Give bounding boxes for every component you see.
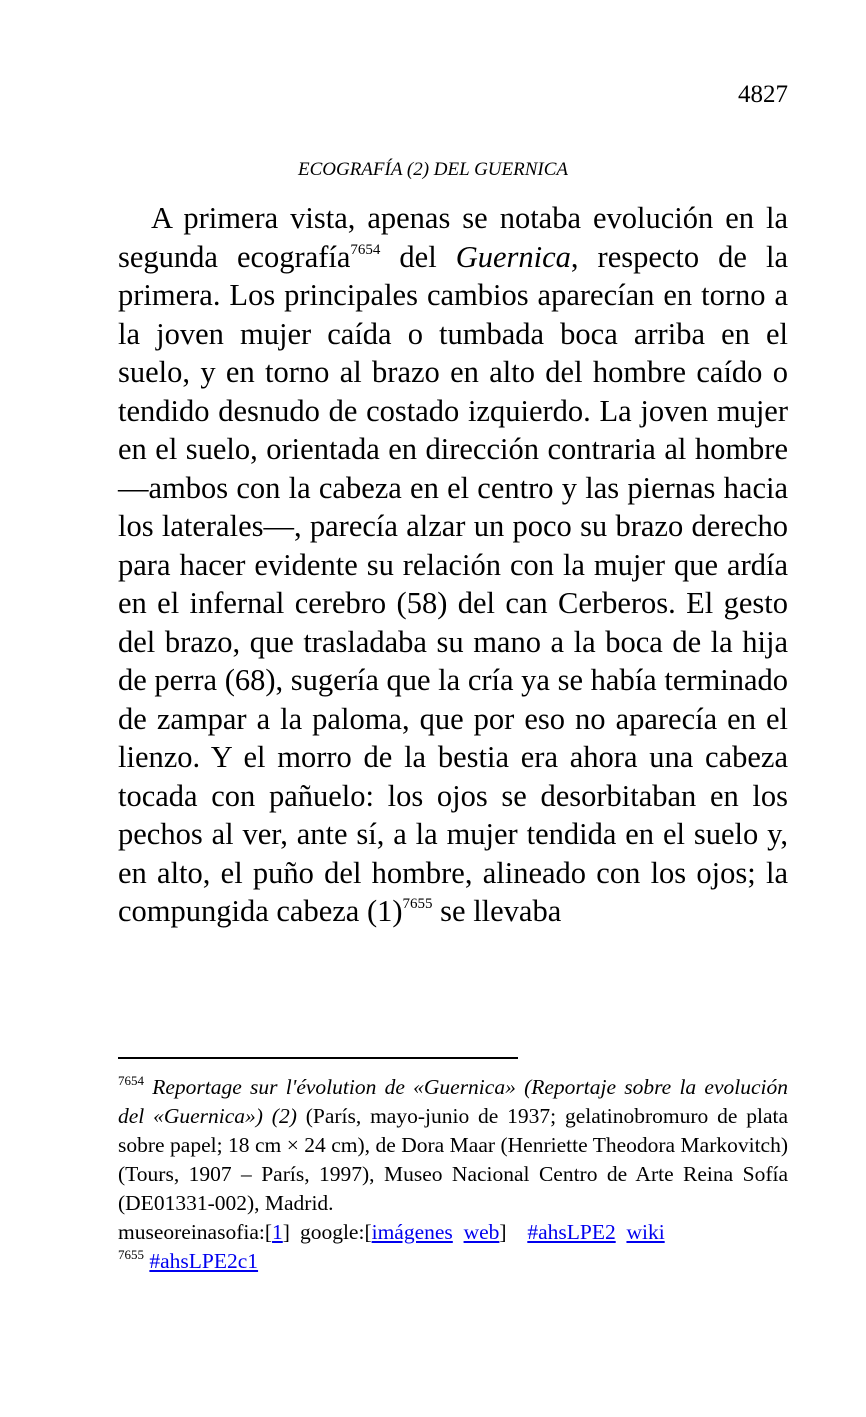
footnote-reference[interactable]: 7654 <box>350 241 381 258</box>
text-segment: se llevaba <box>432 894 562 928</box>
footnote-text: (París, mayo-junio de 1937; gelatinobromuro de plata sobre papel; 18 cm × 24 cm), de Dora Maar (Henriette Theodora Markovitch) (Tours, 1907 – París, 1997), Museo Nacional Centro de Arte Reina Sofía (DE01331-002), Madrid. <box>118 1104 789 1215</box>
footnote-7655 <box>118 1247 788 1276</box>
footnote-anchor-link[interactable]: #ahsLPE2c1 <box>149 1249 259 1273</box>
footnote-title: Reportage sur l'évolution de «Guernica» (Reportaje sobre la evolución del «Guernica») (2) <box>118 1075 789 1128</box>
footnote-number: 7654 <box>118 1073 144 1088</box>
google-bracket: ] <box>499 1220 507 1244</box>
footnote-number: 7655 <box>118 1247 144 1262</box>
google-label: google:[ <box>299 1220 372 1244</box>
running-head: ECOGRAFÍA (2) DEL GUERNICA <box>297 159 569 180</box>
text-segment: A primera vista, apenas se notaba evolución en la segunda ecografía <box>118 201 788 274</box>
museo-bracket: ] <box>282 1220 290 1244</box>
artwork-title: Guernica <box>455 239 571 274</box>
wiki-link[interactable]: wiki <box>626 1220 665 1244</box>
footnote-separator <box>118 1057 518 1059</box>
museo-link[interactable]: 1 <box>272 1220 283 1244</box>
google-web-link[interactable]: web <box>463 1220 500 1244</box>
museo-label: museoreinasofia:[ <box>118 1220 273 1244</box>
google-images-link[interactable]: imágenes <box>371 1220 453 1244</box>
footnotes <box>118 1073 788 1276</box>
page-number: 4827 <box>738 81 788 108</box>
main-paragraph <box>118 199 788 931</box>
footnote-7654 <box>118 1073 788 1218</box>
text-segment: del <box>380 239 456 274</box>
text-segment: , respecto de la primera. Los principales cambios aparecían en torno a la joven mujer caída o tumbada boca arriba en el suelo, y en torno al brazo en alto del hombre caído o tendido desnudo de costado izquierdo. La joven mujer en el suelo, orientada en dirección contraria al hombre —ambos con la cabeza en el centro y las piernas hacia los laterales—, parecía alzar un poco su brazo derecho para hacer evidente su relación con la mujer que ardía en el infernal cerebro (58) del can Cerberos. El gesto del brazo, que trasladaba su mano a la boca de la hija de perra (68), sugería que la cría ya se había terminado de zampar a la paloma, que por eso no aparecía en el lienzo. Y el morro de la bestia era ahora una cabeza tocada con pañuelo: los ojos se desorbitaban en los pechos al ver, ante sí, a la mujer tendida en el suelo y, en alto, el puño del hombre, alineado con los ojos; la compungida cabeza (1) <box>118 239 788 928</box>
main-text <box>118 199 788 931</box>
footnote-links <box>118 1218 788 1247</box>
footnote-reference[interactable]: 7655 <box>402 896 433 912</box>
tag-link[interactable]: #ahsLPE2 <box>527 1220 616 1244</box>
